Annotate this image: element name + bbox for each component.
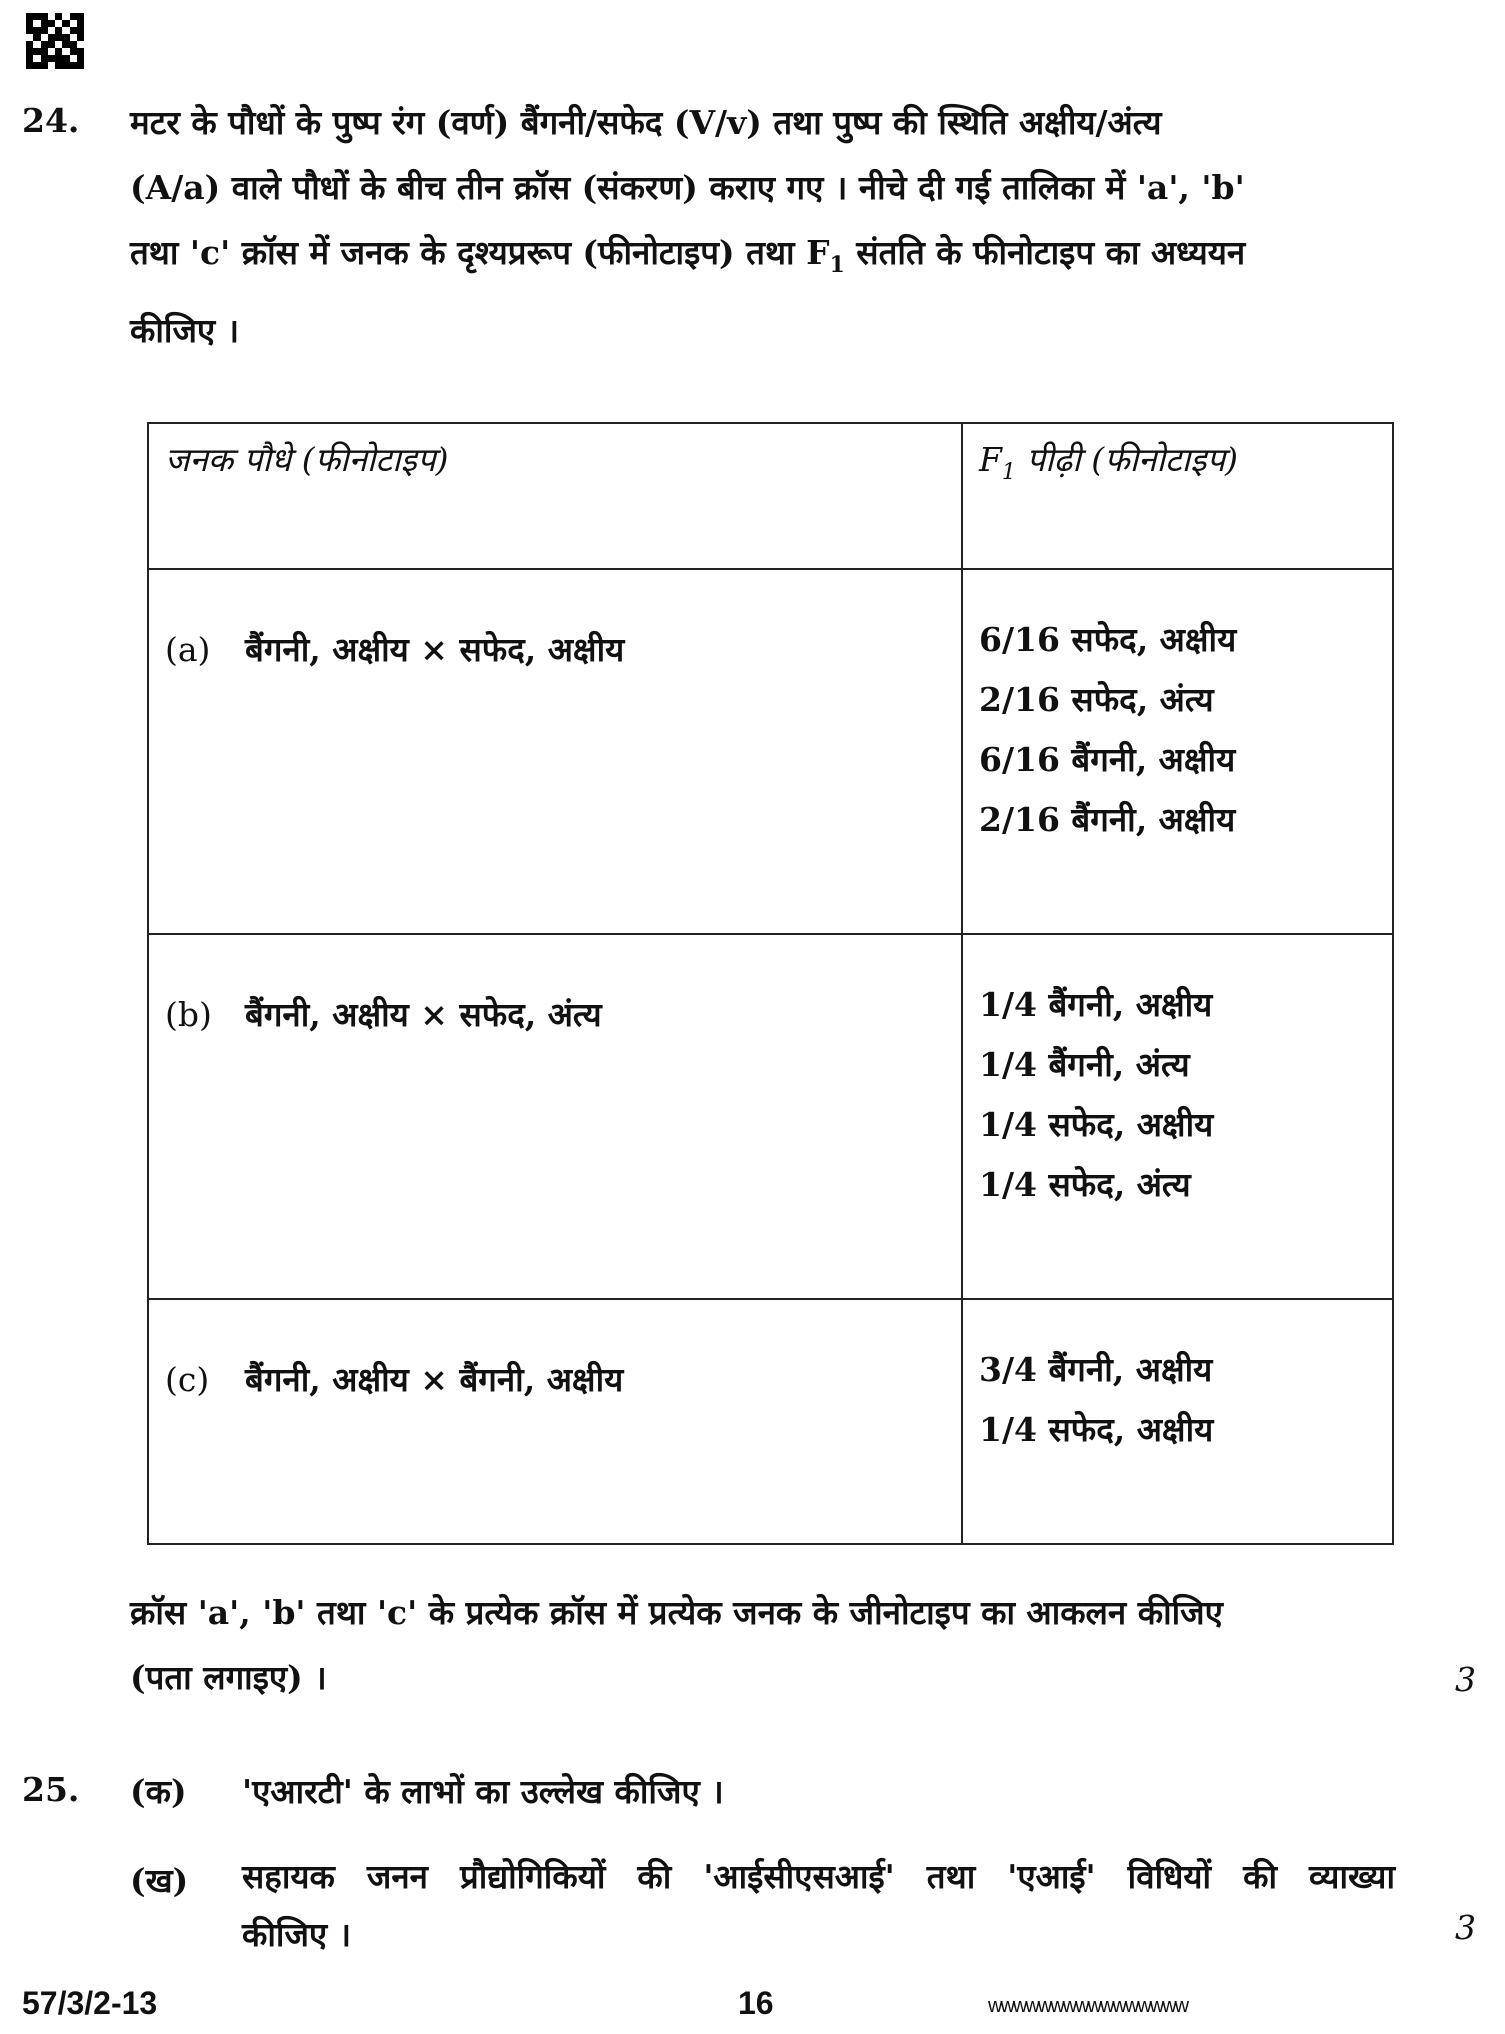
header-parent-plants: जनक पौधे (फीनोटाइप) (148, 423, 962, 569)
f1-cell: 1/4 बैंगनी, अक्षीय 1/4 बैंगनी, अंत्य 1/4 सफेद, अक्षीय 1/4 सफेद, अंत्य (962, 934, 1393, 1299)
phenotype-table (147, 422, 1394, 1545)
table-row (148, 934, 1393, 1299)
f1-cell: 6/16 सफेद, अक्षीय 2/16 सफेद, अंत्य 6/16 बैंगनी, अक्षीय 2/16 बैंगनी, अक्षीय (962, 569, 1393, 934)
question-25-number: 25. (22, 1770, 80, 1809)
table-row (148, 1299, 1393, 1544)
part-b-label: (ख) (130, 1861, 189, 1900)
page-number: 16 (738, 1985, 774, 2021)
question-24-prompt (130, 1580, 1395, 1710)
squiggle-line: wwwwwwwwwwwwwwww (988, 1995, 1188, 2017)
table-header-row (148, 423, 1393, 569)
intro-line: तथा 'c' क्रॉस में जनक के दृश्यप्ररूप (फीनोटाइप) तथा $F_1$ संतति के फीनोटाइप का अध्ययन (130, 233, 1246, 278)
question-24-intro (130, 90, 1395, 363)
part-b-text: सहायक जनन प्रौद्योगिकियों की 'आईसीएसआई' तथा 'एआई' विधियों की व्याख्या कीजिए । (242, 1857, 1395, 1954)
question-24-marks: 3 (1455, 1660, 1476, 1699)
part-a-label: (क) (130, 1772, 187, 1811)
f1-cell: 3/4 बैंगनी, अक्षीय 1/4 सफेद, अक्षीय (962, 1299, 1393, 1544)
table-row (148, 569, 1393, 934)
intro-line: मटर के पौधों के पुष्प रंग (वर्ण) बैंगनी/सफेद (V/v) तथा पुष्प की स्थिति अक्षीय/अंत्य (130, 103, 1162, 142)
question-24-number: 24. (22, 101, 80, 140)
parents-cell: (b) बैंगनी, अक्षीय × सफेद, अंत्य (148, 934, 962, 1299)
prompt-line: (पता लगाइए) । (130, 1658, 327, 1697)
parents-cell: (c) बैंगनी, अक्षीय × बैंगनी, अक्षीय (148, 1299, 962, 1544)
intro-line: (A/a) वाले पौधों के बीच तीन क्रॉस (संकरण) कराए गए । नीचे दी गई तालिका में 'a', 'b' (130, 168, 1245, 207)
paper-code: 57/3/2-13 (22, 1985, 158, 2021)
prompt-line: क्रॉस 'a', 'b' तथा 'c' के प्रत्येक क्रॉस में प्रत्येक जनक के जीनोटाइप का आकलन कीजिए (130, 1593, 1223, 1632)
parents-cell: (a) बैंगनी, अक्षीय × सफेद, अक्षीय (148, 569, 962, 934)
intro-line: कीजिए । (130, 311, 240, 350)
qr-code (26, 13, 84, 69)
part-a-text: 'एआरटी' के लाभों का उल्लेख कीजिए । (242, 1772, 724, 1811)
header-f1-generation: $F_1$ पीढ़ी (फीनोटाइप) (962, 423, 1393, 569)
question-25-marks: 3 (1455, 1908, 1476, 1947)
